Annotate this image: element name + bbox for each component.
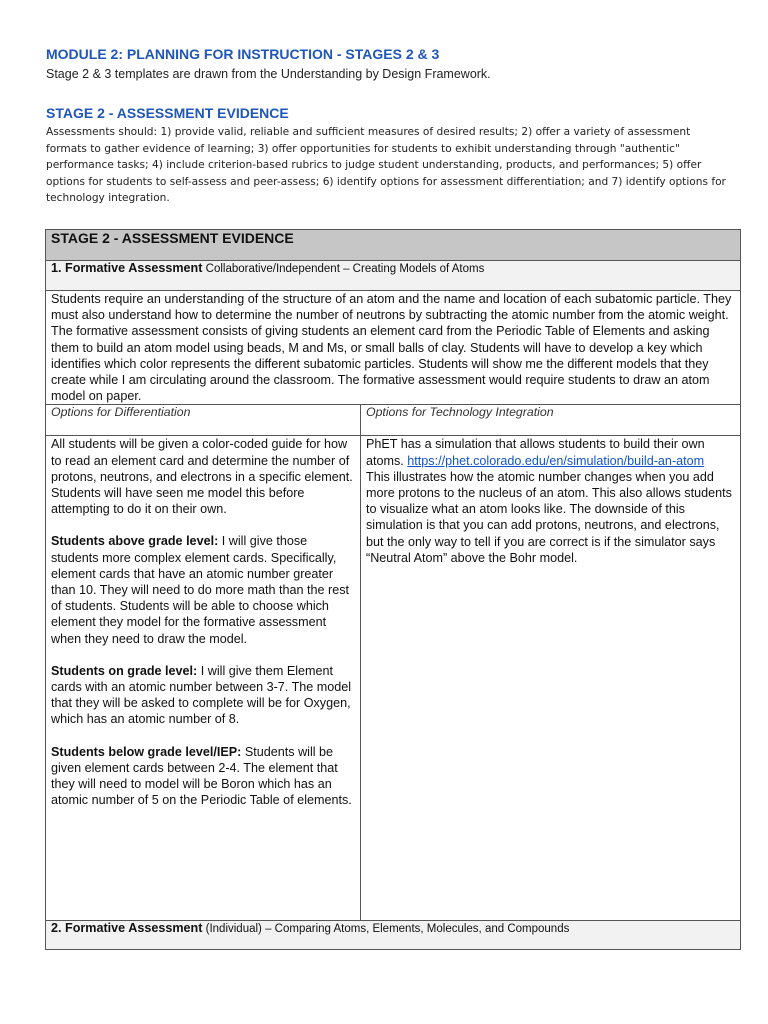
formative-assessment-2-label: 2. Formative Assessment xyxy=(51,921,203,936)
stage2-intro: Assessments should: 1) provide valid, reliable and sufficient measures of desired results; 2) offer a variety of assessment formats to gather evidence of learning; 3) offer opportunities for students to exhibit understanding through "authentic" performance tasks; 4) include criterion-based rubrics to judge student understanding, products, and performances; 5) offer options for students to self-assess and peer-assess; 6) identify options for assessment differentiation; and 7) identify options for technology integration. xyxy=(46,126,726,205)
stage2-heading: STAGE 2 - ASSESSMENT EVIDENCE xyxy=(46,105,289,121)
below-grade-text: Students will be given element cards between 2-4. The element that they will need to model will be Boron which has an atomic number of 5 on the Periodic Table of elements. xyxy=(51,744,352,808)
phet-simulation-link[interactable]: https://phet.colorado.edu/en/simulation/build-an-atom xyxy=(407,453,705,468)
formative-assessment-1-body: Students require an understanding of the structure of an atom and the name and location of each subatomic particle. They must also understand how to determine the number of neutrons by subtracting the atomic number from the atomic weight. The formative assessment consists of giving students an element card from the Periodic Table of Elements and asking them to build an atom model using beads, M and Ms, or small balls of clay. Students will have to develop a key which identifies which color represents the different subatomic particles. Students will show me the different models that they create while I am circulating around the classroom. The formative assessment would require students to draw an atom model on paper. xyxy=(46,291,741,405)
differentiation-intro: All students will be given a color-coded guide for how to read an element card and determine the number of protons, neutrons, and electrons in a specific element. Students will have seen me model this before attempting to do it on their own. xyxy=(51,437,353,517)
options-technology-label: Options for Technology Integration xyxy=(361,405,741,436)
on-grade-paragraph xyxy=(51,663,355,728)
formative-assessment-1-description: Collaborative/Independent – Creating Models of Atoms xyxy=(202,263,485,275)
technology-cell xyxy=(361,436,741,921)
formative-assessment-1-header xyxy=(46,261,741,291)
above-grade-label: Students above grade level: xyxy=(51,534,219,549)
technology-intro: PhET has a simulation that allows students to build their own atoms. xyxy=(366,437,705,468)
above-grade-paragraph xyxy=(51,533,355,646)
formative-assessment-2-description: (Individual) – Comparing Atoms, Elements, Molecules, and Compounds xyxy=(202,923,570,936)
on-grade-text: I will give them Element cards with an atomic number between 3-7. The model that they will be asked to complete will be for Oxygen, which has an atomic number of 8. xyxy=(51,663,352,727)
module-title: MODULE 2: PLANNING FOR INSTRUCTION - STAGES 2 & 3 xyxy=(46,46,440,62)
assessment-evidence-table xyxy=(45,229,741,950)
differentiation-cell xyxy=(46,436,361,921)
below-grade-paragraph xyxy=(51,744,355,809)
technology-text: This illustrates how the atomic number changes when you add more protons to the nucleus of an atom. This also allows students to visualize what an atom looks like. The downside of this simulation is that you can add protons, neutrons, and electrons, but the only way to tell if you are correct is if the simulator says “Neutral Atom” above the Bohr model. xyxy=(366,469,732,565)
above-grade-text: I will give those students more complex element cards. Specifically, element cards that have an atomic number greater than 10. They will need to do more math than the rest of students. Students will be able to choose which element they model for the formative assessment when they need to draw the model. xyxy=(51,534,349,646)
table-title: STAGE 2 - ASSESSMENT EVIDENCE xyxy=(46,230,741,261)
options-differentiation-label: Options for Differentiation xyxy=(46,405,361,436)
on-grade-label: Students on grade level: xyxy=(51,663,198,678)
module-subtitle: Stage 2 & 3 templates are drawn from the Understanding by Design Framework. xyxy=(46,67,491,81)
formative-assessment-2-header xyxy=(46,921,741,950)
below-grade-label: Students below grade level/IEP: xyxy=(51,744,242,759)
formative-assessment-1-label: 1. Formative Assessment xyxy=(51,261,203,275)
